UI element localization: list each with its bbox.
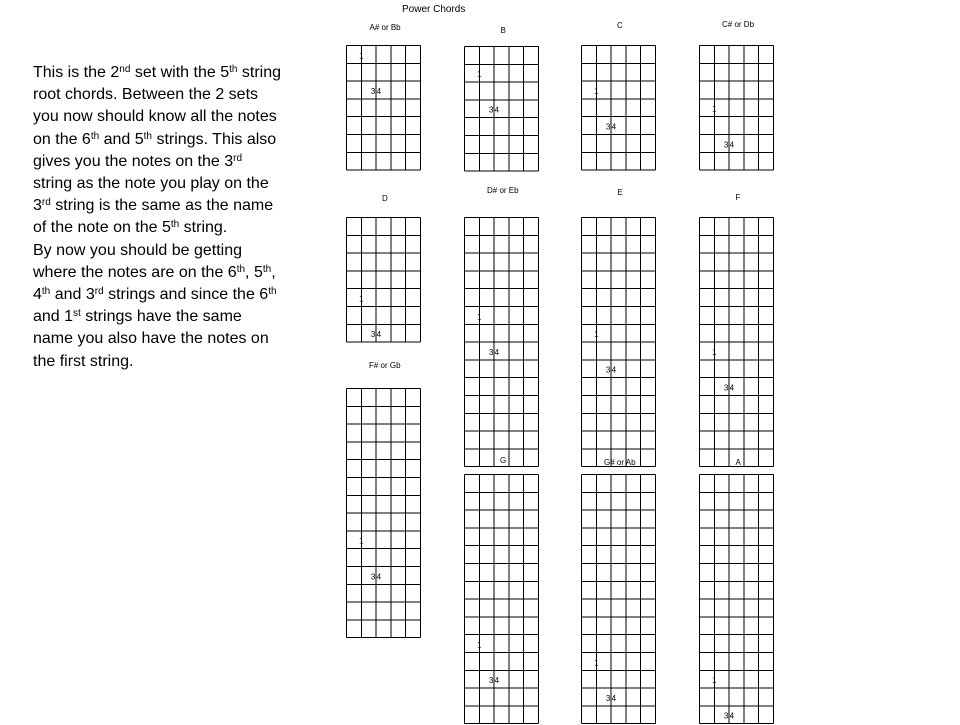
finger-number: 1 <box>711 104 717 114</box>
finger-number: 4 <box>729 383 734 392</box>
finger-number: 4 <box>611 122 616 131</box>
chord-name: C# or Db <box>722 20 755 29</box>
finger-number: 3 <box>370 329 375 339</box>
ordinal-suffix: st <box>73 308 81 320</box>
ordinal-suffix: th <box>268 286 277 298</box>
chord-name: F <box>735 193 741 202</box>
finger-number: 3 <box>370 571 375 581</box>
fretboard-grid <box>581 45 657 172</box>
finger-number: 4 <box>376 329 381 339</box>
chord-name: A <box>735 458 741 467</box>
fretboard-grid <box>581 217 657 468</box>
finger-number: 4 <box>611 693 616 703</box>
finger-number: 3 <box>605 122 610 131</box>
fretboard-grid <box>464 46 540 173</box>
finger-number: 4 <box>729 711 734 721</box>
chord-name: G# or Ab <box>604 458 636 467</box>
fretboard-grid <box>346 388 422 639</box>
fretboard-grid <box>699 217 775 468</box>
fretboard-grid <box>464 217 540 468</box>
finger-number: 3 <box>488 675 493 685</box>
fretboard-grid <box>699 474 775 725</box>
ordinal-suffix: th <box>262 263 272 275</box>
finger-number: 1 <box>476 69 482 79</box>
ordinal-suffix: rd <box>41 197 51 209</box>
intro-paragraph-1: This is the 2nd set with the 5th string root chords. Between the 2 sets you now should know all the notes on the 6th and 5th strings. This also gives you the notes on the 3rd string as the note you play on the 3rd string is the same as the name of the note on the 5th string. <box>33 64 282 237</box>
finger-number: 4 <box>729 139 734 149</box>
finger-number: 4 <box>376 571 381 581</box>
ordinal-suffix: rd <box>233 152 243 164</box>
finger-number: 1 <box>358 294 364 303</box>
ordinal-suffix: th <box>229 64 238 75</box>
intro-paragraph-2: By now you should be getting where the notes are on the 6th, 5th, 4th and 3rd strings and since the 6th and 1st strings have the same name you also have the notes on the first string. <box>33 241 277 370</box>
finger-number: 1 <box>593 86 599 96</box>
chord-name: E <box>617 188 623 197</box>
finger-number: 4 <box>376 86 381 96</box>
finger-number: 3 <box>723 383 728 392</box>
finger-number: 4 <box>494 675 499 685</box>
finger-number: 4 <box>494 347 499 357</box>
ordinal-suffix: th <box>170 219 180 231</box>
finger-number: 3 <box>488 105 493 115</box>
chord-name: A# or Bb <box>369 23 401 32</box>
ordinal-suffix: th <box>143 130 152 142</box>
intro-text <box>33 62 283 373</box>
finger-number: 3 <box>723 139 728 149</box>
chord-name: G <box>500 456 507 465</box>
chord-name: C <box>617 21 623 30</box>
finger-number: 3 <box>488 347 493 357</box>
finger-number: 1 <box>593 329 599 339</box>
finger-number: 1 <box>476 311 482 321</box>
page-title: Power Chords <box>402 4 466 15</box>
chord-name: B <box>500 26 506 35</box>
fretboard-grid <box>346 217 422 344</box>
ordinal-suffix: th <box>41 286 51 298</box>
chord-name: D <box>382 194 388 203</box>
fretboard-grid <box>346 45 422 172</box>
finger-number: 4 <box>494 105 499 115</box>
finger-number: 3 <box>370 86 375 96</box>
finger-number: 3 <box>605 693 610 703</box>
ordinal-suffix: th <box>90 130 100 142</box>
fretboard-grid <box>699 45 775 172</box>
finger-number: 1 <box>476 640 482 649</box>
finger-number: 1 <box>711 675 717 685</box>
chord-name: D# or Eb <box>487 186 519 195</box>
fretboard-grid <box>464 474 540 725</box>
ordinal-suffix: nd <box>119 64 131 75</box>
chord-name: F# or Gb <box>369 361 401 370</box>
finger-number: 1 <box>593 657 599 667</box>
finger-number: 1 <box>358 50 364 60</box>
finger-number: 4 <box>611 365 616 375</box>
finger-number: 1 <box>358 536 364 546</box>
finger-number: 3 <box>605 365 610 375</box>
ordinal-suffix: th <box>236 263 246 275</box>
finger-number: 1 <box>711 347 717 357</box>
finger-number: 3 <box>723 711 728 721</box>
ordinal-suffix: rd <box>94 286 104 298</box>
fretboard-grid <box>581 474 657 725</box>
